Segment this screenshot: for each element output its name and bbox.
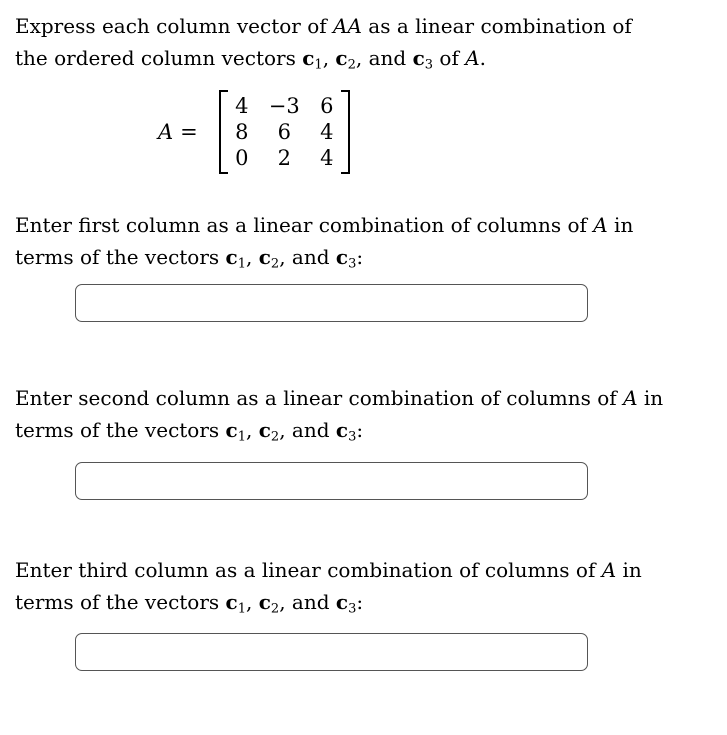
vector-c1: c xyxy=(302,46,315,70)
text-run: , xyxy=(246,418,259,442)
first-column-prompt xyxy=(15,209,633,273)
subscript-2: 2 xyxy=(347,57,356,73)
matrix-cell: 2 xyxy=(277,146,291,170)
subscript-2: 2 xyxy=(270,601,280,617)
matrix-cell: 6 xyxy=(277,120,291,144)
vector-c1: c xyxy=(225,418,238,442)
text-run: as a linear combination of xyxy=(361,14,632,38)
text-run: , and xyxy=(279,590,336,614)
left-bracket xyxy=(219,90,228,174)
subscript-1: 1 xyxy=(237,256,246,272)
matrix-cell: −3 xyxy=(268,94,300,118)
vector-c1: c xyxy=(225,245,238,269)
equals-sign: = xyxy=(180,119,198,144)
subscript-2: 2 xyxy=(270,429,280,445)
prompt-line-1 xyxy=(15,554,642,586)
matrix-cell: 0 xyxy=(235,146,249,170)
subscript-3: 3 xyxy=(348,601,357,617)
vector-c3: c xyxy=(335,590,349,614)
subscript-1: 1 xyxy=(314,57,323,73)
third-column-answer-input[interactable] xyxy=(75,633,588,671)
text-run: : xyxy=(356,590,364,614)
math-var-A: A xyxy=(623,386,638,410)
matrix-cell: 4 xyxy=(320,146,334,170)
first-column-answer-input[interactable] xyxy=(75,284,588,322)
prompt-line-1 xyxy=(15,209,633,241)
subscript-3: 3 xyxy=(424,57,434,73)
text-run: , and xyxy=(279,418,336,442)
subscript-3: 3 xyxy=(348,256,357,272)
prompt-line-2 xyxy=(15,586,642,618)
prompt-line-2 xyxy=(15,414,663,446)
text-run: , and xyxy=(279,245,336,269)
prompt-line-1 xyxy=(15,382,663,414)
matrix-label xyxy=(158,119,219,144)
math-var-A: A xyxy=(593,213,608,237)
matrix-cell: 4 xyxy=(320,120,334,144)
text-run: terms of the vectors xyxy=(15,418,226,442)
text-run: , xyxy=(246,245,259,269)
vector-c2: c xyxy=(258,418,271,442)
subscript-1: 1 xyxy=(237,601,246,617)
text-run: Express each column vector of xyxy=(15,14,334,38)
vector-c3: c xyxy=(335,245,349,269)
vector-c3: c xyxy=(412,46,425,70)
prompt-line-2 xyxy=(15,241,633,273)
text-run: : xyxy=(356,418,364,442)
matrix-grid xyxy=(228,90,341,174)
statement-line-1 xyxy=(15,10,632,42)
text-run: Enter first column as a linear combination of columns of xyxy=(15,213,594,237)
math-var-A: A xyxy=(465,46,480,70)
vector-c1: c xyxy=(225,590,238,614)
text-run: Enter third column as a linear combination of columns of xyxy=(15,558,602,582)
second-column-prompt xyxy=(15,382,663,446)
text-run: terms of the vectors xyxy=(15,590,226,614)
text-run: in xyxy=(637,386,664,410)
vector-c2: c xyxy=(258,590,271,614)
subscript-3: 3 xyxy=(348,429,357,445)
text-run: , and xyxy=(355,46,413,70)
text-run: , xyxy=(246,590,259,614)
subscript-1: 1 xyxy=(237,429,246,445)
text-run: in xyxy=(607,213,634,237)
text-run: terms of the vectors xyxy=(15,245,226,269)
problem-statement xyxy=(15,10,632,74)
matrix-cell: 4 xyxy=(235,94,249,118)
right-bracket xyxy=(341,90,350,174)
text-run: Enter second column as a linear combination of columns of xyxy=(15,386,624,410)
second-column-answer-input[interactable] xyxy=(75,462,588,500)
text-run: , xyxy=(322,46,336,70)
statement-line-2 xyxy=(15,42,632,74)
vector-c2: c xyxy=(258,245,271,269)
text-run: . xyxy=(479,46,487,70)
math-var-A: A xyxy=(601,558,617,582)
matrix-var: A xyxy=(158,119,174,144)
matrix-cell: 6 xyxy=(320,94,334,118)
text-run: the ordered column vectors xyxy=(15,46,303,70)
text-run: in xyxy=(616,558,642,582)
vector-c3: c xyxy=(335,418,349,442)
vector-c2: c xyxy=(335,46,348,70)
matrix-cell: 8 xyxy=(235,120,249,144)
math-var-AA: AA xyxy=(333,14,362,38)
third-column-prompt xyxy=(15,554,642,618)
subscript-2: 2 xyxy=(270,256,280,272)
text-run: : xyxy=(356,245,364,269)
matrix-display xyxy=(158,90,350,174)
text-run: of xyxy=(433,46,466,70)
